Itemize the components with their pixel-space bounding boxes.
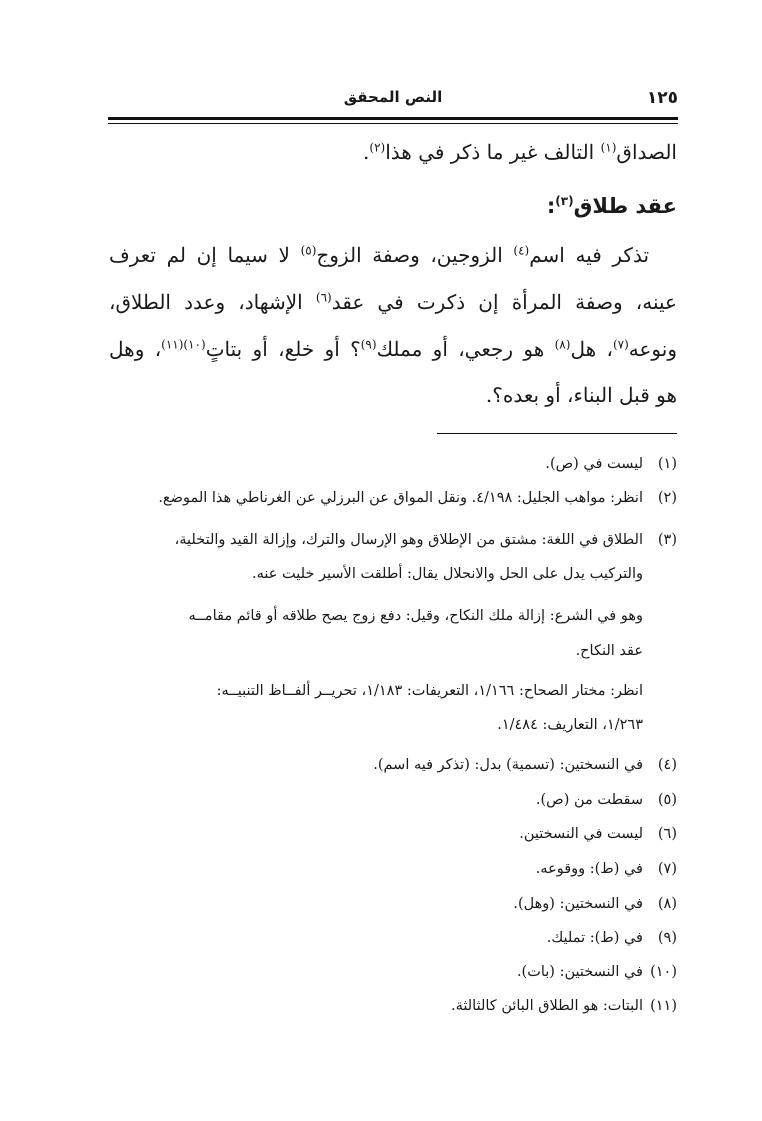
header-rule-thick <box>108 117 678 120</box>
footnote-1: (١)ليست في (ص). <box>545 456 677 472</box>
para-line-2: عينه، وصفة المرأة إن ذكرت في عقد$^{(٦)}$ الإشهاد، وعدد الطلاق، <box>109 290 677 314</box>
footnote-3: (٣)الطلاق في اللغة: مشتق من الإطلاق وهو الإرسال والترك، وإزالة القيد والتخلية، <box>174 532 677 548</box>
footnote-3-cont-2: وهو في الشرع: إزالة ملك النكاح، وقيل: دفع زوج يصح طلاقه أو قائم مقامــه <box>188 608 643 624</box>
para-line-3: ونوعه$^{(٧)}$، هل$^{(٨)}$ هو رجعي، أو مملك$^{(٩)}$؟ أو خلع، أو بتاتٍ$^{(١٠)(١١)}$، وهل <box>109 337 677 361</box>
footnote-3-cont-1: والتركيب يدل على الحل والانحلال يقال: أطلقت الأسير خليت عنه. <box>252 566 643 582</box>
footnote-5: (٥)سقطت من (ص). <box>535 792 677 808</box>
footnote-8: (٨)في النسختين: (وهل). <box>513 896 677 912</box>
footnote-2: (٢)انظر: مواهب الجليل: ٤/١٩٨. ونقل المواق عن البرزلي عن الغرناطي هذا الموضع. <box>158 490 677 506</box>
running-header <box>108 88 678 112</box>
footnote-6: (٦)ليست في النسختين. <box>519 826 677 842</box>
para-line-1: تذكر فيه اسم$^{(٤)}$ الزوجين، وصفة الزوج$^{(٥)}$ لا سيما إن لم تعرف <box>109 243 650 267</box>
footnote-7: (٧)في (ط): ووقوعه. <box>535 861 677 877</box>
header-rule-thin <box>108 123 678 124</box>
footnote-3-cont-4: انظر: مختار الصحاح: ١/١٦٦، التعريفات: ١/١٨٣، تحريــر ألفــاظ التنبيــه: <box>216 683 643 699</box>
body-line-1: الصداق$^{(١)}$ التالف غير ما ذكر في هذا$^{(٢)}$. <box>363 140 677 164</box>
footnote-11: (١١)البتات: هو الطلاق البائن كالثالثة. <box>451 998 677 1014</box>
footnote-9: (٩)في (ط): تمليك. <box>546 930 677 946</box>
footnote-3-cont-3: عقد النكاح. <box>575 643 643 659</box>
header-title: النص المحقق <box>343 88 443 106</box>
section-heading: عقد طلاق$^{(٣)}$: <box>546 194 677 218</box>
footnote-10: (١٠)في النسختين: (بات). <box>516 964 677 980</box>
page-number: ١٢٥ <box>646 88 678 108</box>
footnote-3-cont-5: ١/٢٦٣، التعاريف: ١/٤٨٤. <box>497 717 643 733</box>
footnote-4: (٤)في النسختين: (تسمية) بدل: (تذكر فيه اسم). <box>373 757 677 773</box>
para-line-4: هو قبل البناء، أو بعده؟. <box>485 383 677 407</box>
footnote-separator <box>437 433 677 434</box>
